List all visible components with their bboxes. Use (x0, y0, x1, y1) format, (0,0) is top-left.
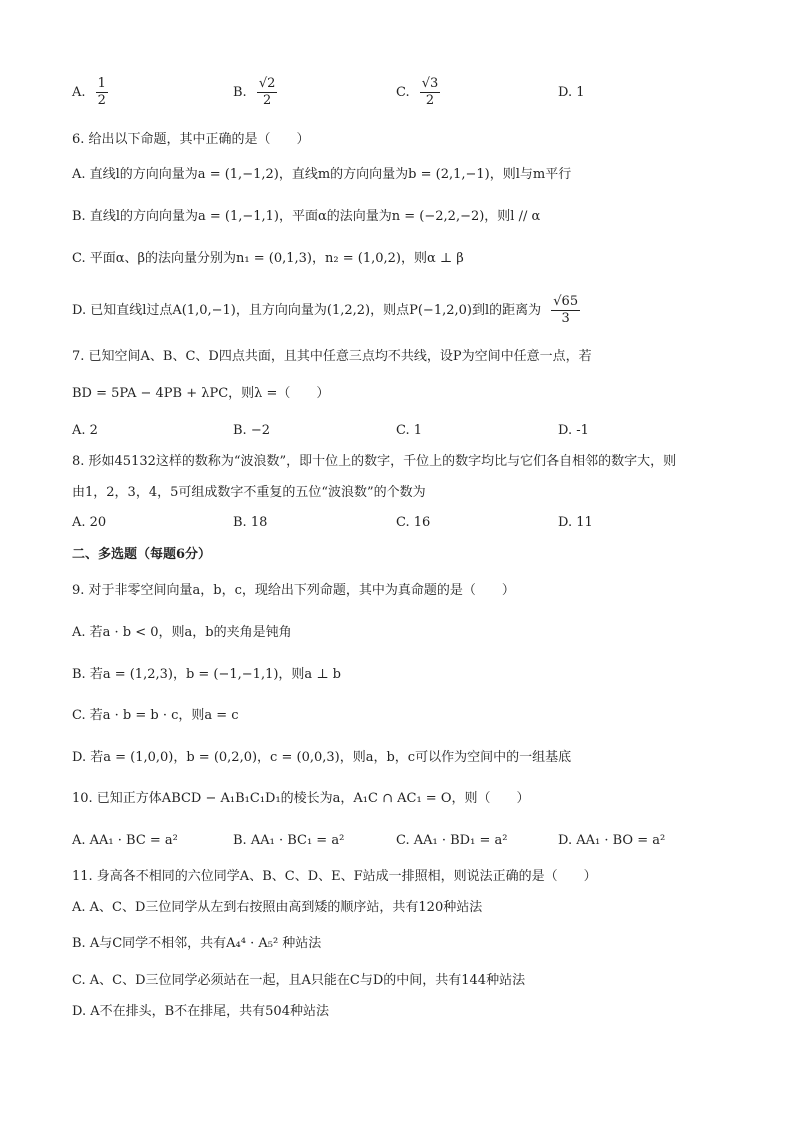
fraction (257, 76, 278, 109)
numerator: √3 (421, 76, 439, 91)
q7-option-a: A. 2 (72, 423, 98, 438)
q8-stem-line2: 由1，2，3，4，5可组成数字不重复的五位“波浪数”的个数为 (72, 485, 426, 500)
section-heading: 二、多选题（每题6分） (72, 547, 212, 562)
denominator: 2 (97, 93, 106, 108)
q11-stem: 11. 身高各不相同的六位同学A、B、C、D、E、F站成一排照相，则说法正确的是（ ） (72, 869, 597, 884)
q6-option-d-text: D. 已知直线l过点A(1,0,−1)，且方向向量为(1,2,2)，则点P(−1,2,0)到l的距离为 (72, 303, 542, 318)
q6-option-c: C. 平面α、β的法向量分别为n₁ = (0,1,3)，n₂ = (1,0,2)，则α ⊥ β (72, 251, 464, 266)
q7-stem: 7. 已知空间A、B、C、D四点共面，且其中任意三点均不共线，设P为空间中任意一点，若 (72, 349, 592, 364)
numerator: √65 (553, 294, 579, 309)
q9-option-d: D. 若a = (1,0,0)，b = (0,2,0)，c = (0,0,3)，则a，b，c可以作为空间中的一组基底 (72, 750, 572, 765)
fraction (96, 76, 108, 109)
q5-option-c (396, 76, 440, 109)
q8-option-c: C. 16 (396, 515, 431, 530)
q10-option-a: A. AA₁ · BC = a² (72, 833, 178, 848)
q8-option-b: B. 18 (233, 515, 268, 530)
q5-option-b (233, 76, 277, 109)
denominator: 3 (561, 311, 570, 326)
q11-option-c: C. A、C、D三位同学必须站在一起，且A只能在C与D的中间，共有144种站法 (72, 973, 526, 988)
option-label: B. (233, 85, 247, 100)
q7-option-d: D. -1 (558, 423, 589, 438)
q9-option-b: B. 若a = (1,2,3)，b = (−1,−1,1)，则a ⊥ b (72, 667, 341, 682)
q10-stem: 10. 已知正方体ABCD − A₁B₁C₁D₁的棱长为a，A₁C ∩ AC₁ = O，则（ ） (72, 791, 530, 806)
q11-option-a: A. A、C、D三位同学从左到右按照由高到矮的顺序站，共有120种站法 (72, 900, 483, 915)
q10-option-b: B. AA₁ · BC₁ = a² (233, 833, 345, 848)
denominator: 2 (262, 93, 272, 108)
q7-option-c: C. 1 (396, 423, 423, 438)
fraction (420, 76, 441, 109)
option-label: A. (72, 85, 86, 100)
numerator: 1 (97, 76, 106, 91)
q8-option-a: A. 20 (72, 515, 107, 530)
q9-option-c: C. 若a · b = b · c，则a = c (72, 708, 239, 723)
fraction (551, 294, 580, 327)
q11-option-d: D. A不在排头，B不在排尾，共有504种站法 (72, 1004, 329, 1019)
q6-stem: 6. 给出以下命题，其中正确的是（ ） (72, 132, 310, 147)
q7-option-b: B. −2 (233, 423, 270, 438)
q9-option-a: A. 若a · b < 0，则a，b的夹角是钝角 (72, 625, 292, 640)
q9-stem: 9. 对于非零空间向量a，b，c，现给出下列命题，其中为真命题的是（ ） (72, 583, 515, 598)
q6-option-a: A. 直线l的方向向量为a = (1,−1,2)，直线m的方向向量为b = (2,1,−1)，则l与m平行 (72, 167, 572, 182)
q5-option-a (72, 76, 108, 109)
q11-option-b: B. A与C同学不相邻，共有A₄⁴ · A₅² 种站法 (72, 936, 322, 951)
q6-option-b: B. 直线l的方向向量为a = (1,−1,1)，平面α的法向量为n = (−2,2,−2)，则l // α (72, 209, 541, 224)
q8-stem-line1: 8. 形如45132这样的数称为“波浪数”，即十位上的数字，千位上的数字均比与它们各自相邻的数字大，则 (72, 454, 677, 469)
q6-option-d (72, 294, 580, 327)
denominator: 2 (425, 93, 435, 108)
q7-equation: BD = 5PA − 4PB + λPC，则λ =（ ） (72, 386, 330, 401)
q8-option-d: D. 11 (558, 515, 593, 530)
q10-option-d: D. AA₁ · BO = a² (558, 833, 666, 848)
numerator: √2 (258, 76, 276, 91)
q10-option-c: C. AA₁ · BD₁ = a² (396, 833, 508, 848)
q5-option-d: D. 1 (558, 85, 585, 100)
option-label: C. (396, 85, 410, 100)
